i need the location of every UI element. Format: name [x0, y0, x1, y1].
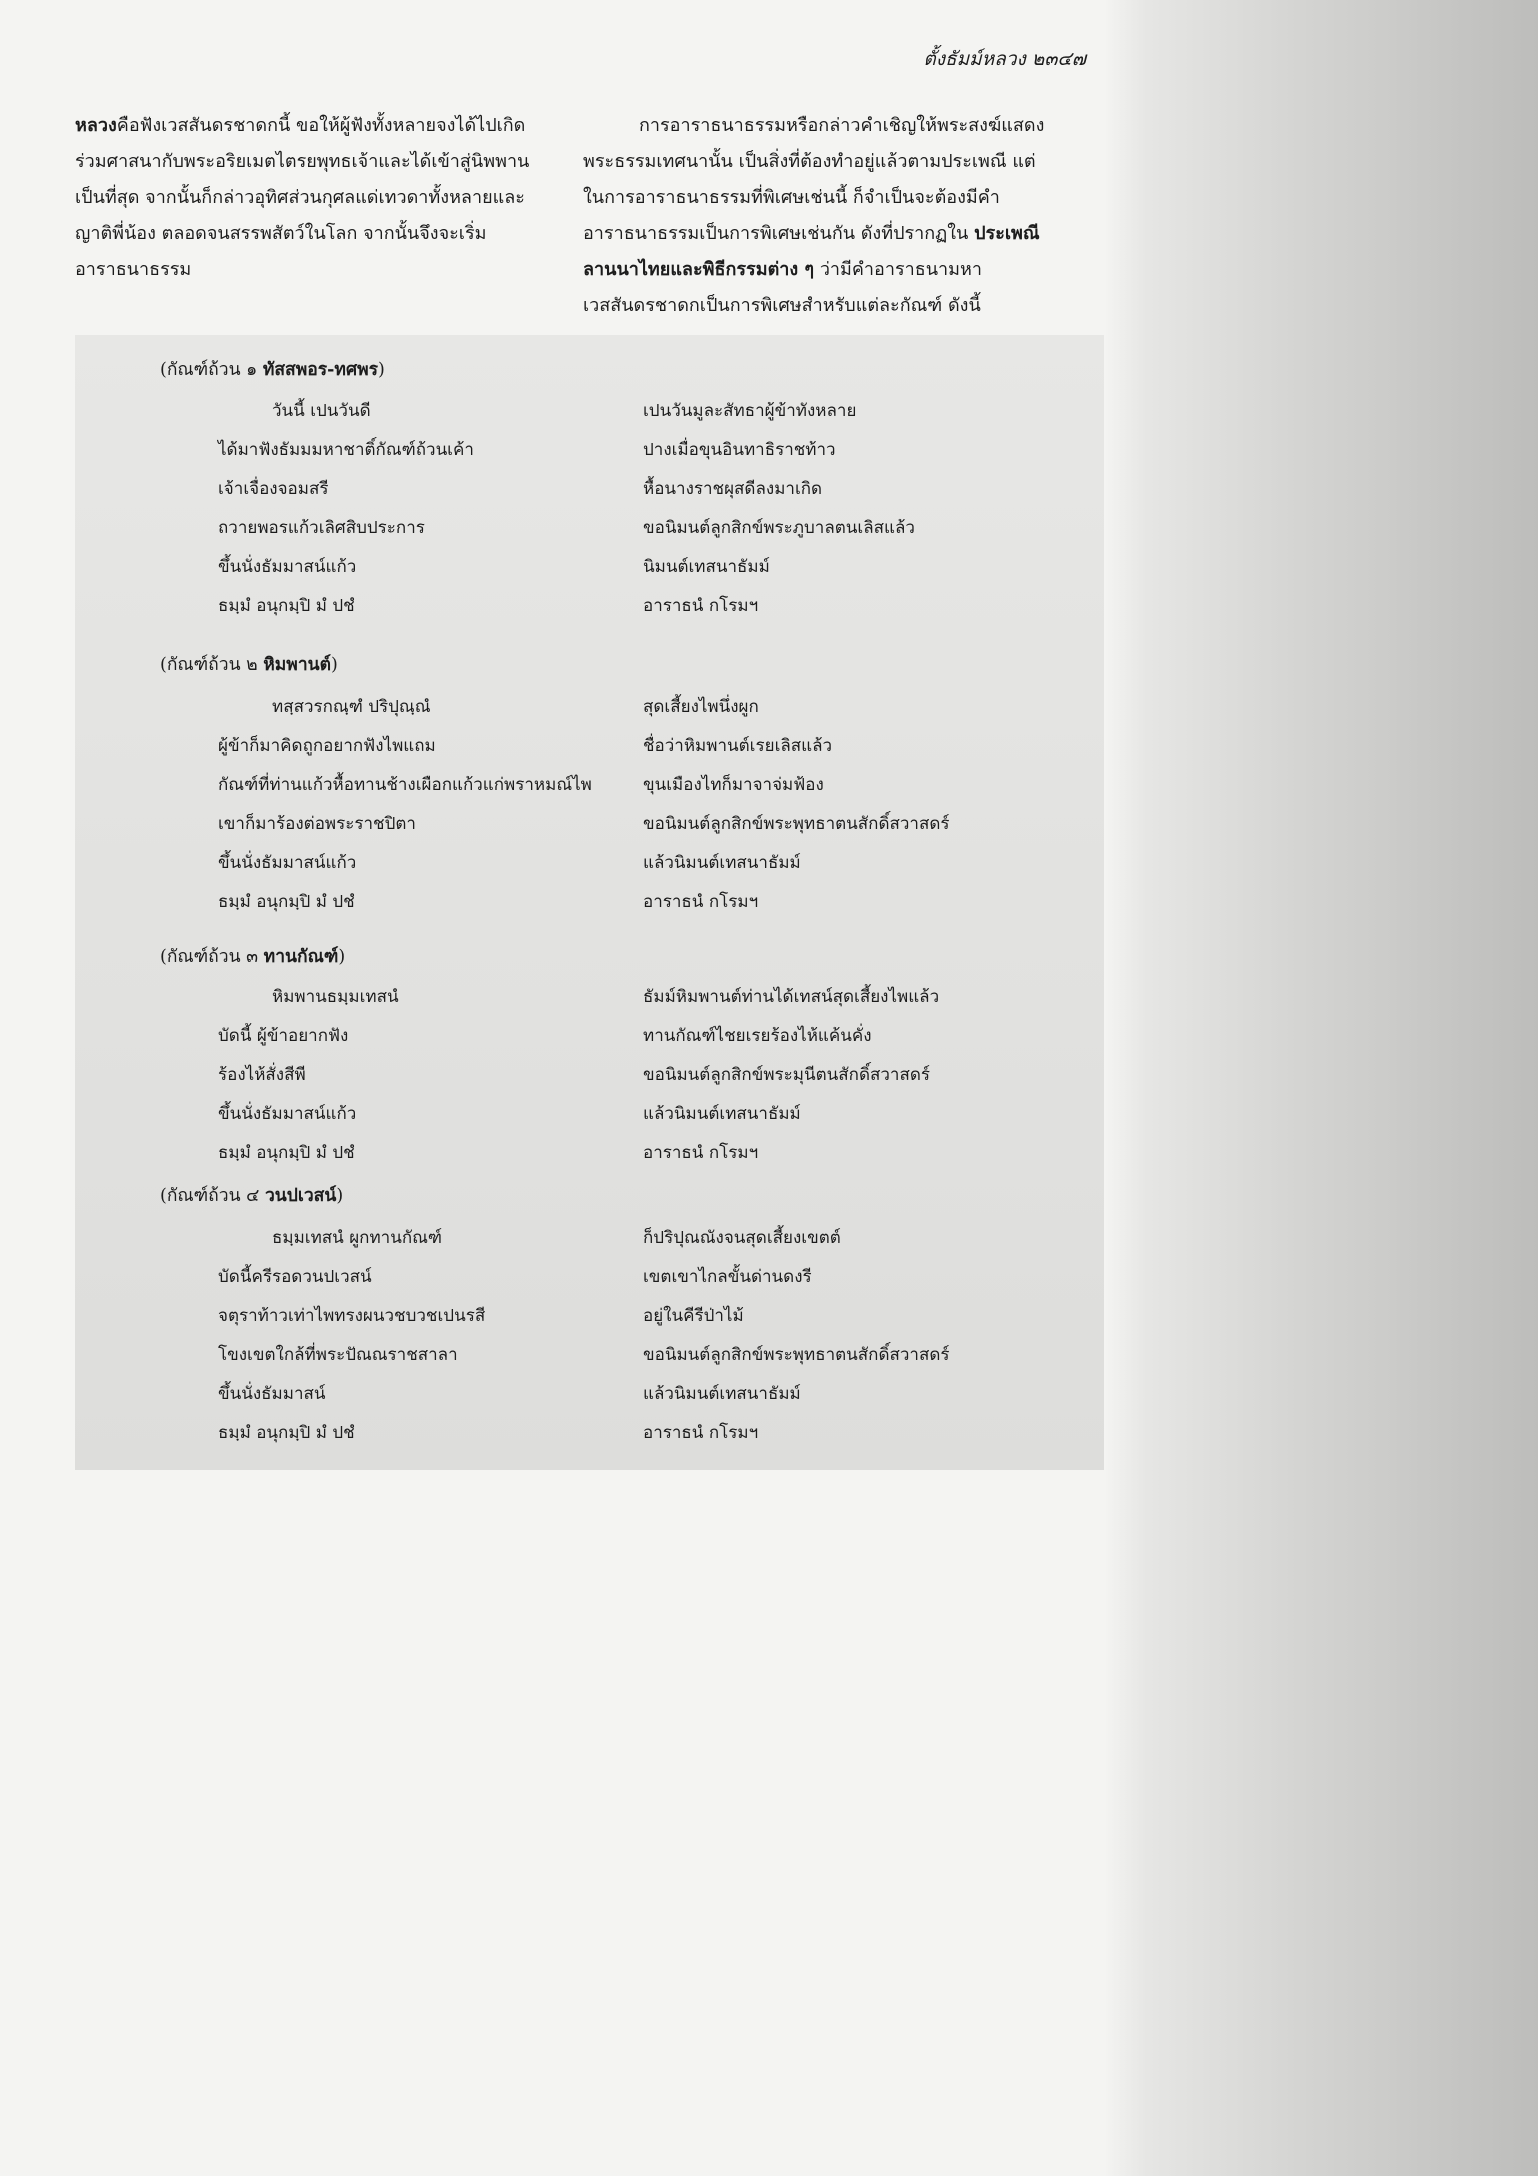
- verse-line-left: ผู้ข้าก็มาคิดถูกอยากฟังไพแถม: [218, 736, 436, 756]
- kan-heading-prefix: (กัณฑ์ถ้วน ๓: [160, 947, 264, 967]
- verse-line-left: บัดนี้ ผู้ข้าอยากฟัง: [218, 1026, 349, 1046]
- verse-line-left: ร้องไห้สั่งสีพี: [218, 1065, 306, 1085]
- right-paragraph-end: ว่ามีคำอาราธนามหาเวสสันดรชาดกเป็นการพิเศษสำหรับแต่ละกัณฑ์ ดังนี้: [583, 259, 982, 316]
- kan-heading: [160, 650, 338, 678]
- kan-name: วนปเวสน์: [264, 1186, 337, 1206]
- verse-line-right: เขตเขาไกลขั้นด่านดงรี: [643, 1267, 812, 1287]
- kan-heading-suffix: ): [331, 655, 338, 675]
- kan-heading-prefix: (กัณฑ์ถ้วน ๒: [160, 655, 264, 675]
- kan-heading-suffix: ): [336, 1186, 344, 1206]
- intro-right-column: [583, 108, 1053, 324]
- verse-line-right: อาราธนํ กโรมฯ: [643, 1143, 759, 1163]
- verse-line-left: บัดนี้ครีรอดวนปเวสน์: [218, 1267, 372, 1287]
- verse-line-right: ขอนิมนต์ลูกสิกข์พระภูบาลตนเลิสแล้ว: [643, 518, 915, 538]
- verse-line-left: ธมฺมํ อนุกมฺปิ มํ ปชํ: [218, 596, 355, 616]
- verse-line-right: ชื่อว่าหิมพานต์เรยเลิสแล้ว: [643, 736, 833, 756]
- verse-line-left: ขึ้นนั่งธัมมาสน์: [218, 1384, 326, 1404]
- verse-line-right: ก็ปริปุณณังจนสุดเสี้ยงเขตต์: [643, 1228, 841, 1248]
- verse-line-right: เปนวันมูละสัทธาผู้ข้าทังหลาย: [643, 401, 857, 421]
- book-title-reference: ประเพณีลานนาไทยและพิธีกรรมต่าง ๆ: [583, 223, 1040, 280]
- verse-line-right: ขอนิมนต์ลูกสิกข์พระพุทธาตนสักดิ์สวาสดร์: [643, 814, 950, 834]
- kan-heading: [160, 355, 385, 383]
- verse-line-left: เขาก็มาร้องต่อพระราชปิตา: [218, 814, 416, 834]
- intro-left-column: [75, 108, 545, 288]
- verse-line-left: กัณฑ์ที่ท่านแก้วหื้อทานช้างเผือกแก้วแก่พราหมณ์ไพ: [218, 775, 592, 795]
- verse-line-right: หื้อนางราชผุสดีลงมาเกิด: [643, 479, 823, 499]
- verse-line-left: ธมฺมํ อนุกมฺปิ มํ ปชํ: [218, 1143, 355, 1163]
- verse-line-right: อาราธนํ กโรมฯ: [643, 596, 759, 616]
- verse-line-right: ธัมม์หิมพานต์ท่านได้เทสน์สุดเสี้ยงไพแล้ว: [643, 987, 940, 1007]
- verse-line-right: แล้วนิมนต์เทสนาธัมม์: [643, 853, 801, 873]
- verse-line-left: เจ้าเจื่องจอมสรี: [218, 479, 329, 499]
- verse-line-left: ขึ้นนั่งธัมมาสน์แก้ว: [218, 853, 357, 873]
- verse-line-right: อยู่ในคีรีป่าไม้: [643, 1306, 744, 1326]
- verse-line-left: ธมฺมเทสนํ ผูกทานกัณฑ์: [272, 1228, 443, 1248]
- verse-line-left: จตุราท้าวเท่าไพทรงผนวชบวชเปนรสี: [218, 1306, 486, 1326]
- verse-line-right: ขุนเมืองไทก็มาจาจ่มฟ้อง: [643, 775, 824, 795]
- verse-line-left: โขงเขตใกล้ที่พระปัณณราชสาลา: [218, 1345, 458, 1365]
- verse-line-right: ขอนิมนต์ลูกสิกข์พระพุทธาตนสักดิ์สวาสดร์: [643, 1345, 950, 1365]
- verse-line-right: แล้วนิมนต์เทสนาธัมม์: [643, 1384, 801, 1404]
- verse-line-right: ขอนิมนต์ลูกสิกข์พระมุนีตนสักดิ์สวาสดร์: [643, 1065, 930, 1085]
- verse-line-right: นิมนต์เทสนาธัมม์: [643, 557, 770, 577]
- kan-heading: [160, 1181, 343, 1209]
- right-paragraph-start: การอาราธนาธรรมหรือกล่าวคำเชิญให้พระสงฆ์แสดงพระธรรมเทศนานั้น เป็นสิ่งที่ต้องทำอยู่แล้วตามประเพณี แต่ในการอาราธนาธรรมที่พิเศษเช่นนี้ ก็จำเป็นจะต้องมีคำอาราธนาธรรมเป็นการพิเศษเช่นกัน ดังที่ปรากฏใน: [583, 115, 1045, 244]
- page-gutter: [1104, 0, 1538, 2176]
- verse-line-left: ถวายพอรแก้วเลิศสิบประการ: [218, 518, 425, 538]
- left-bold-start: หลวง: [75, 115, 117, 136]
- verse-line-right: อาราธนํ กโรมฯ: [643, 1423, 759, 1443]
- verse-line-right: แล้วนิมนต์เทสนาธัมม์: [643, 1104, 801, 1124]
- kan-heading-suffix: ): [378, 360, 385, 380]
- verse-line-right: ทานกัณฑ์ไชยเรยร้องไห้แค้นคั่ง: [643, 1026, 872, 1046]
- verse-line-left: ได้มาฟังธัมมมหาชาติ์กัณฑ์ถ้วนเค้า: [218, 440, 474, 460]
- kan-name: ทานกัณฑ์: [263, 947, 339, 967]
- left-paragraph: คือฟังเวสสันดรชาดกนี้ ขอให้ผู้ฟังทั้งหลายจงได้ไปเกิดร่วมศาสนากับพระอริยเมตไตรยพุทธเจ้าและได้เข้าสู่นิพพานเป็นที่สุด จากนั้นก็กล่าวอุทิศส่วนกุศลแด่เทวดาทั้งหลายและญาติพี่น้อง ตลอดจนสรรพสัตว์ในโลก จากนั้นจึงจะเริ่มอาราธนาธรรม: [75, 115, 530, 280]
- verse-line-left: หิมพานธมฺมเทสนํ: [272, 987, 399, 1007]
- verse-line-left: ขึ้นนั่งธัมมาสน์แก้ว: [218, 1104, 357, 1124]
- verse-line-right: ปางเมื่อขุนอินทาธิราชท้าว: [643, 440, 836, 460]
- verse-line-left: วันนี้ เปนวันดี: [272, 401, 371, 421]
- verse-line-left: ทสฺสวรกณฺฑํ ปริปุณฺณํ: [272, 697, 431, 717]
- kan-heading-suffix: ): [338, 947, 346, 967]
- verse-line-left: ธมฺมํ อนุกมฺปิ มํ ปชํ: [218, 1423, 355, 1443]
- kan-name: ทัสสพอร-ทศพร: [262, 360, 378, 380]
- kan-heading-prefix: (กัณฑ์ถ้วน ๑: [160, 360, 263, 380]
- running-head: ตั้งธัมม์หลวง ๒๓๔๗: [923, 48, 1086, 70]
- verse-line-left: ขึ้นนั่งธัมมาสน์แก้ว: [218, 557, 357, 577]
- kan-heading-prefix: (กัณฑ์ถ้วน ๔: [160, 1186, 265, 1206]
- kan-heading: [160, 942, 345, 970]
- verse-line-right: อาราธนํ กโรมฯ: [643, 892, 759, 912]
- verse-line-left: ธมฺมํ อนุกมฺปิ มํ ปชํ: [218, 892, 355, 912]
- verse-line-right: สุดเสี้ยงไพนึ่งผูก: [643, 697, 759, 717]
- kan-name: หิมพานต์: [263, 655, 331, 675]
